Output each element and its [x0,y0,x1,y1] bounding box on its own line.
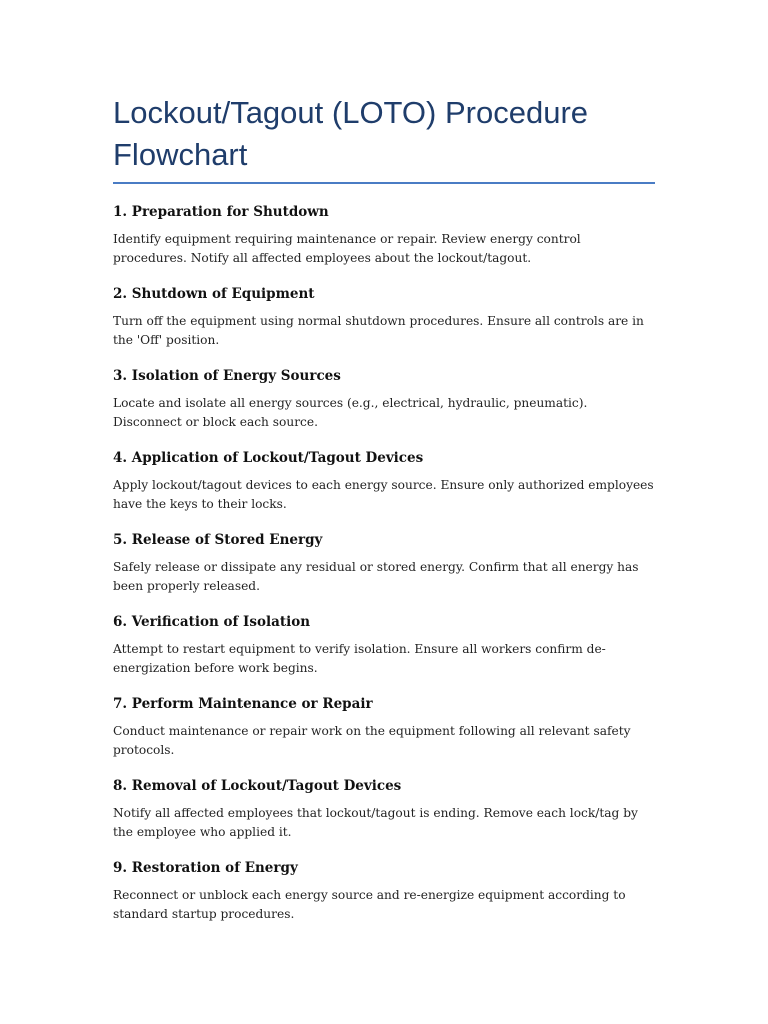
step-heading: 4. Application of Lockout/Tagout Devices [113,450,424,466]
step-description: Reconnect or unblock each energy source and re-energize equipment according to standard startup procedures. [113,888,626,921]
step-heading: 6. Verification of Isolation [113,614,311,630]
step-description: Locate and isolate all energy sources (e.g., electrical, hydraulic, pneumatic). Disconnect or block each source. [113,396,588,429]
step-1 [113,203,655,268]
step-9 [113,859,655,924]
step-2 [113,285,655,350]
step-heading: 7. Perform Maintenance or Repair [113,696,373,712]
step-5 [113,531,655,596]
step-heading: 2. Shutdown of Equipment [113,286,315,302]
step-description: Conduct maintenance or repair work on the equipment following all relevant safety protocols. [113,724,631,757]
step-description: Identify equipment requiring maintenance or repair. Review energy control procedures. Notify all affected employees about the lockout/tagout. [113,232,581,265]
step-heading: 8. Removal of Lockout/Tagout Devices [113,778,402,794]
step-7 [113,695,655,760]
step-description: Notify all affected employees that lockout/tagout is ending. Remove each lock/tag by the employee who applied it. [113,806,638,839]
step-description: Apply lockout/tagout devices to each energy source. Ensure only authorized employees have the keys to their locks. [113,478,654,511]
step-heading: 3. Isolation of Energy Sources [113,368,341,384]
step-heading: 5. Release of Stored Energy [113,532,323,548]
step-description: Turn off the equipment using normal shutdown procedures. Ensure all controls are in the 'Off' position. [113,314,644,347]
document-title: Lockout/Tagout (LOTO) Procedure Flowchart [113,95,589,172]
step-6 [113,613,655,678]
step-3 [113,367,655,432]
step-heading: 9. Restoration of Energy [113,860,298,876]
step-description: Safely release or dissipate any residual or stored energy. Confirm that all energy has been properly released. [113,560,639,593]
title-divider [113,182,655,184]
step-heading: 1. Preparation for Shutdown [113,204,329,220]
step-4 [113,449,655,514]
step-8 [113,777,655,842]
document-page [113,92,655,941]
step-description: Attempt to restart equipment to verify isolation. Ensure all workers confirm de-energization before work begins. [113,642,606,675]
